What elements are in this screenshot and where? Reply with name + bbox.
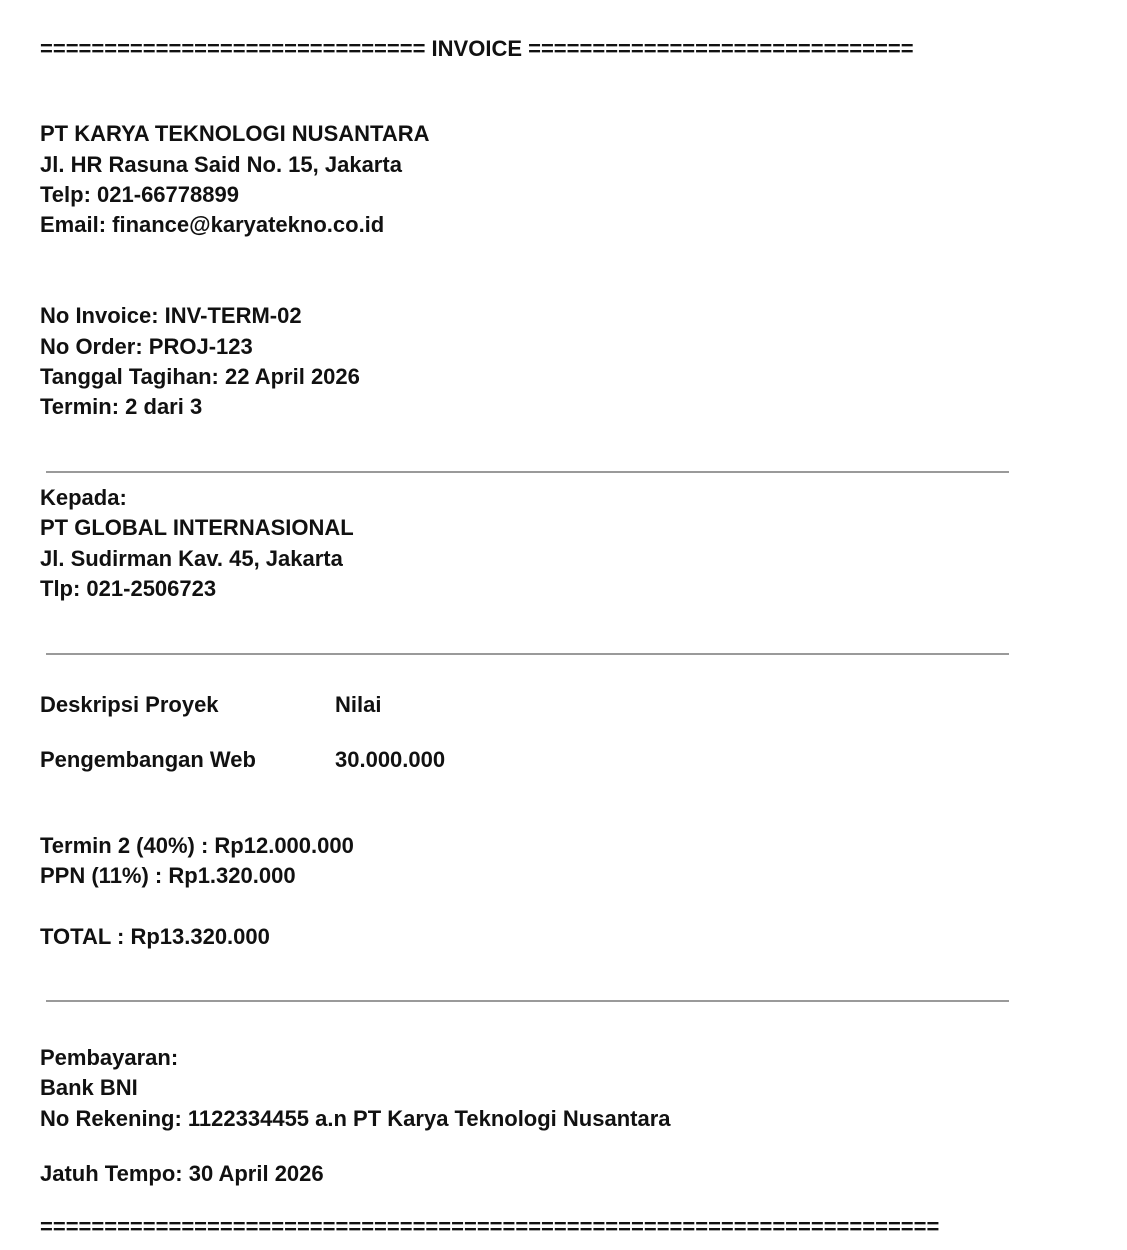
seller-email: Email: finance@karyatekno.co.id — [40, 212, 385, 237]
recipient-address: Jl. Sudirman Kav. 45, Jakarta — [40, 546, 343, 571]
table-cell-description: Pengembangan Web — [40, 747, 256, 772]
seller-name: PT KARYA TEKNOLOGI NUSANTARA — [40, 121, 430, 146]
total-amount: TOTAL : Rp13.320.000 — [40, 924, 270, 949]
payment-label: Pembayaran: — [40, 1045, 179, 1070]
table-header-value: Nilai — [335, 692, 382, 717]
divider-3 — [46, 1000, 1009, 1002]
invoice-number: No Invoice: INV-TERM-02 — [40, 303, 302, 328]
order-number: No Order: PROJ-123 — [40, 334, 253, 359]
tax-amount: PPN (11%) : Rp1.320.000 — [40, 863, 296, 888]
divider-2 — [46, 653, 1009, 655]
recipient-label: Kepada: — [40, 485, 127, 510]
recipient-phone: Tlp: 021-2506723 — [40, 576, 217, 601]
seller-phone: Telp: 021-66778899 — [40, 182, 239, 207]
table-header-description: Deskripsi Proyek — [40, 692, 219, 717]
term-amount: Termin 2 (40%) : Rp12.000.000 — [40, 833, 354, 858]
invoice-date: Tanggal Tagihan: 22 April 2026 — [40, 364, 360, 389]
payment-account: No Rekening: 1122334455 a.n PT Karya Teknologi Nusantara — [40, 1106, 671, 1131]
payment-due-date: Jatuh Tempo: 30 April 2026 — [40, 1161, 324, 1186]
divider-1 — [46, 471, 1009, 473]
payment-bank: Bank BNI — [40, 1075, 138, 1100]
invoice-footer-banner: ====================================================================== — [40, 1214, 940, 1239]
recipient-name: PT GLOBAL INTERNASIONAL — [40, 515, 354, 540]
invoice-header-banner: ============================== INVOICE ============================== — [40, 36, 914, 61]
seller-address: Jl. HR Rasuna Said No. 15, Jakarta — [40, 152, 402, 177]
table-cell-value: 30.000.000 — [335, 747, 446, 772]
invoice-term: Termin: 2 dari 3 — [40, 394, 203, 419]
